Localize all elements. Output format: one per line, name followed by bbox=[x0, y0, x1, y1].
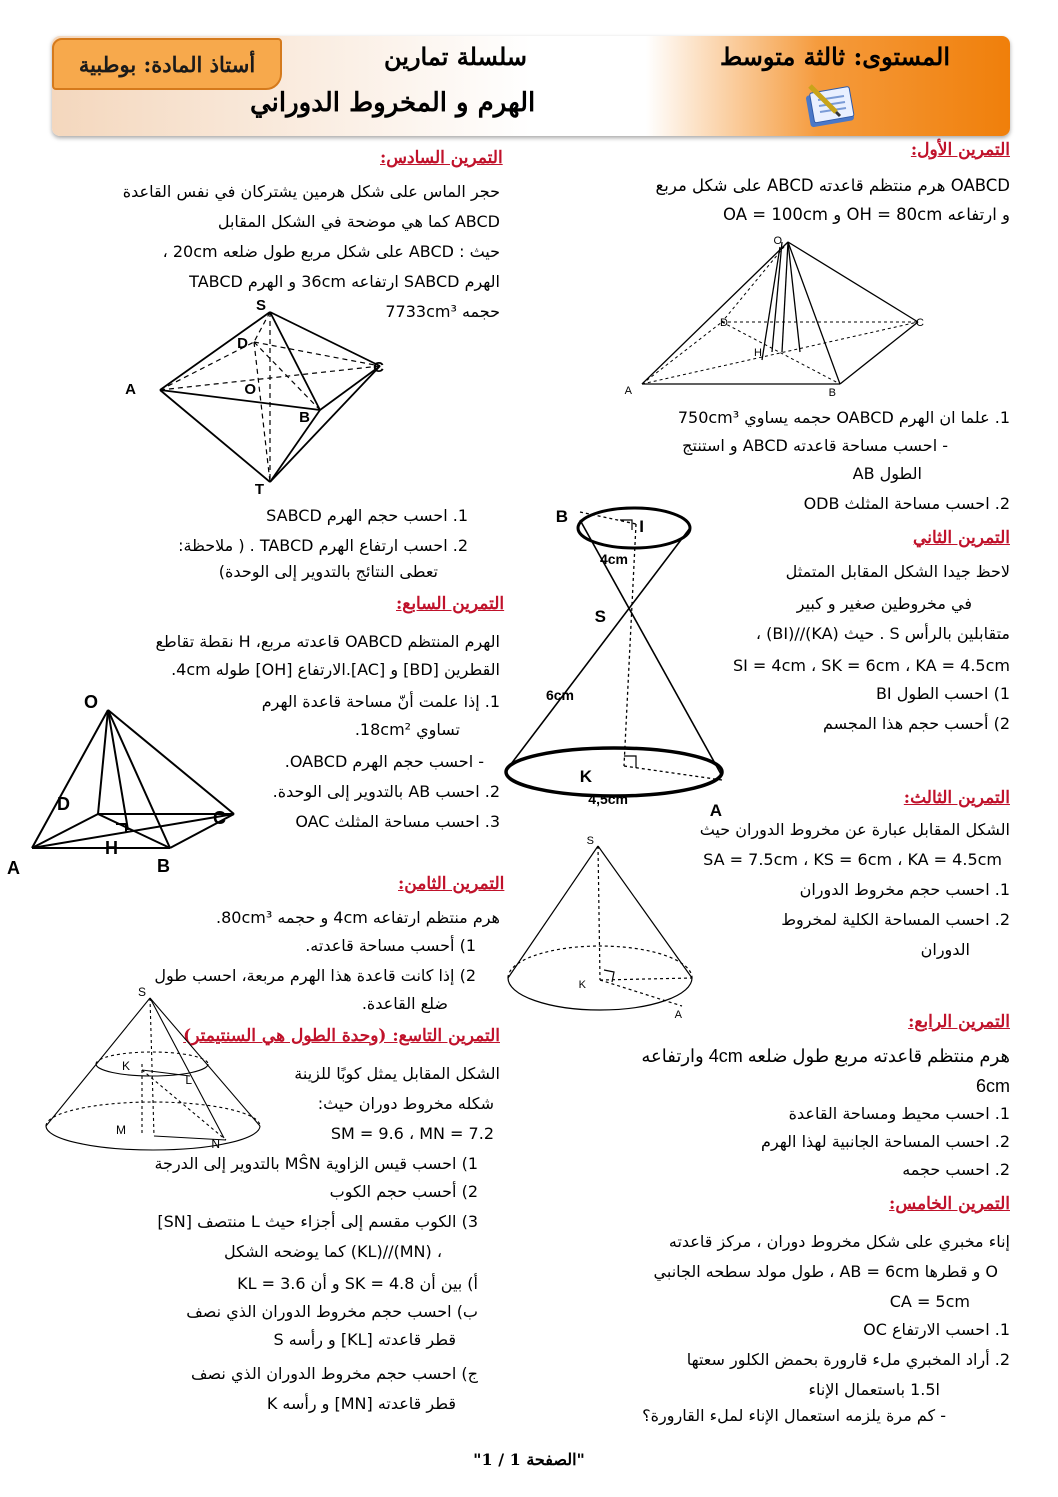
ex2-line4: SI = 4cm ، SK = 6cm ، KA = 4.5cm bbox=[732, 656, 1010, 675]
series-title: سلسلة تمارين bbox=[384, 42, 528, 71]
ex7-label-h: H bbox=[105, 838, 118, 858]
ex7-label-d: D bbox=[57, 794, 70, 814]
ex2-line3: متقابلين بالرأس S . حيث (KA)//(BI) ، bbox=[755, 624, 1010, 643]
ex4-q1: 1. احسب محيط ومساحة القاعدة bbox=[788, 1104, 1010, 1123]
ex7-line1: الهرم المنتظم OABCD قاعدته مربع، H نقطة تقاطع bbox=[155, 632, 500, 651]
ex4-q2: 2. احسب المساحة الجانبية لهذا الهرم bbox=[761, 1132, 1010, 1151]
ex2-label-s: S bbox=[594, 607, 606, 626]
ex2-label-k: K bbox=[579, 767, 592, 786]
ex2-label-45cm: 4,5cm bbox=[588, 791, 628, 807]
ex6-line4: الهرم SABCD ارتفاعه 36cm و الهرم TABCD bbox=[189, 272, 500, 291]
ex6-line3: حيث : ABCD على شكل مربع طول ضلعه 20cm ، bbox=[162, 242, 500, 261]
ex2-label-b: B bbox=[555, 507, 568, 526]
ex8-q1: 1) أحسب مساحة قاعدته. bbox=[305, 936, 476, 955]
notepad-pencil-icon bbox=[800, 82, 860, 128]
ex1-label-h: H bbox=[754, 347, 762, 359]
ex4-q3: 2. احسب حجمه bbox=[902, 1160, 1010, 1179]
ex5-title: التمرين الخامس: bbox=[889, 1194, 1010, 1214]
ex9-line2: شكله مخروط دوران حيث: bbox=[317, 1094, 494, 1113]
ex7-label-b: B bbox=[157, 856, 170, 876]
ex2-line1: لاحظ جيدا الشكل المقابل المتمثل bbox=[785, 562, 1010, 581]
ex7-label-c: C bbox=[213, 808, 226, 828]
ex6-q1: 1. احسب حجم الهرم SABCD bbox=[266, 506, 468, 525]
ex7-q1b: تساوي 18cm². bbox=[354, 720, 460, 739]
ex1-q1b: الطول AB bbox=[852, 464, 922, 483]
ex6-title: التمرين السادس: bbox=[380, 148, 503, 168]
ex1-q2: 2. احسب مساحة المثلث ODB bbox=[803, 494, 1010, 513]
ex9-qc: ج) احسب حجم مخروط الدوران الذي نصف bbox=[190, 1364, 478, 1383]
ex2-label-i: I bbox=[639, 517, 644, 536]
ex4-line2: 6cm bbox=[975, 1076, 1010, 1096]
ex3-label-a: A bbox=[674, 1009, 682, 1021]
ex9-label-s: S bbox=[137, 985, 146, 999]
ex7-title: التمرين السابع: bbox=[396, 594, 505, 614]
ex2-label-a: A bbox=[709, 801, 722, 820]
ex9-line1: الشكل المقابل يمثل كوبًا للزينة bbox=[294, 1064, 500, 1083]
ex3-q2: 2. احسب المساحة الكلية لمخروط bbox=[781, 910, 1010, 929]
ex7-line2: القطرين [BD] و [AC].الارتفاع [OH] طوله 4cm. bbox=[171, 660, 500, 679]
ex6-label-d: D bbox=[237, 335, 248, 352]
ex3-line1: الشكل المقابل عبارة عن مخروط الدوران حيث bbox=[699, 820, 1010, 839]
ex5-line2: O و قطرها AB = 6cm ، طول مولد سطحه الجانبي bbox=[653, 1262, 998, 1281]
teacher-badge: أستاذ المادة: بوطبية bbox=[52, 38, 282, 90]
ex1-q1: 1. علما ان الهرم OABCD حجمه يساوي 750cm³ bbox=[677, 408, 1010, 427]
ex5-q3: - كم مرة يلزمه استعمال الإناء لملء القارورة؟ bbox=[642, 1406, 946, 1425]
ex9-cone-cup-figure bbox=[38, 986, 268, 1150]
ex9-line3: SM = 9.6 ، MN = 7.2 bbox=[330, 1124, 494, 1143]
ex2-q2: 2) أحسب حجم هذا المجسم bbox=[822, 714, 1010, 733]
ex6-label-s: S bbox=[255, 297, 266, 314]
ex1-label-o: O bbox=[773, 235, 782, 247]
ex6-label-a: A bbox=[125, 381, 136, 398]
ex5-q2: 2. أراد المخبري ملء قارورة بحمض الكلور سعتها bbox=[686, 1350, 1010, 1369]
ex1-pyramid-figure bbox=[622, 232, 944, 400]
ex6-line2: ABCD كما هي موضحة في الشكل المقابل bbox=[217, 212, 500, 231]
ex9-label-l: L bbox=[185, 1073, 192, 1087]
ex3-cone-figure bbox=[502, 832, 712, 1024]
ex6-q2b: تعطى النتائج بالتدوير إلى الوحدة) bbox=[218, 562, 438, 581]
ex9-q3b: ، (MN)//(KL) كما يوضحه الشكل bbox=[224, 1242, 442, 1261]
ex2-label-6cm: 6cm bbox=[545, 687, 574, 703]
ex8-q2b: ضلع القاعدة. bbox=[361, 994, 448, 1013]
ex9-label-n: N bbox=[211, 1137, 220, 1151]
ex3-q1: 1. احسب حجم مخروط الدوران bbox=[799, 880, 1010, 899]
ex9-label-m: M bbox=[116, 1123, 126, 1137]
topic-title: الهرم و المخروط الدوراني bbox=[250, 88, 536, 118]
ex9-label-k: K bbox=[121, 1059, 130, 1073]
ex5-line3: CA = 5cm bbox=[889, 1292, 970, 1311]
ex1-line2: و ارتفاعه OH = 80cm و OA = 100cm bbox=[723, 205, 1010, 224]
ex7-pyramid-figure bbox=[7, 690, 254, 882]
ex6-q2: 2. احسب ارتفاع الهرم TABCD . ( ملاحظة: bbox=[178, 536, 468, 555]
header-banner bbox=[52, 36, 1010, 136]
ex2-double-cone-figure bbox=[500, 498, 750, 818]
ex1-label-c: C bbox=[916, 317, 924, 329]
ex2-line2: في مخروطين صغير و كبير bbox=[796, 594, 972, 613]
ex6-line1: حجر الماس على شكل هرمين يشتركان في نفس القاعدة bbox=[122, 182, 500, 201]
ex2-title: التمرين الثاني bbox=[913, 528, 1010, 548]
ex9-q1: 1) احسب قيس الزاوية MŜN بالتدوير إلى الدرجة bbox=[154, 1154, 478, 1173]
ex7-q2: 2. احسب AB بالتدوير إلى الوحدة. bbox=[272, 782, 500, 801]
ex2-q1: 1) احسب الطول BI bbox=[875, 684, 1010, 703]
ex1-label-b: B bbox=[828, 387, 836, 399]
ex9-qb: ب) احسب حجم مخروط الدوران الذي نصف bbox=[186, 1302, 478, 1321]
ex6-label-c: C bbox=[373, 359, 384, 376]
ex8-line1: هرم منتظم ارتفاعه 4cm و حجمه 80cm³. bbox=[216, 908, 500, 927]
ex6-line5: حجمه 7733cm³ bbox=[385, 302, 500, 321]
ex6-label-t: T bbox=[254, 481, 264, 498]
ex9-q3: 3) الكوب مقسم إلى أجزاء حيث L منتصف [SN] bbox=[157, 1212, 478, 1231]
ex8-q2: 2) إذا كانت قاعدة هذا الهرم مربعة، احسب طول bbox=[154, 966, 476, 985]
ex9-q2: 2) أحسب حجم الكوب bbox=[329, 1182, 478, 1201]
ex9-qa: أ) بين أن SK = 4.8 و أن KL = 3.6 bbox=[237, 1274, 478, 1293]
ex7-q1: 1. إذا علمت أنّ مساحة قاعدة الهرم bbox=[261, 692, 500, 711]
ex6-label-o: O bbox=[244, 381, 256, 398]
ex6-diamond-figure bbox=[125, 296, 410, 498]
page-footer: "الصفحة 1 / 1" bbox=[473, 1450, 585, 1469]
ex7-label-a: A bbox=[7, 858, 20, 878]
ex3-line2: SA = 7.5cm ، KS = 6cm ، KA = 4.5cm bbox=[703, 850, 1002, 869]
ex9-qc2: قطر قاعدته [MN] و رأسه K bbox=[266, 1394, 456, 1413]
level-label: المستوى: ثالثة متوسط bbox=[719, 42, 950, 71]
ex7-q3: 3. احسب مساحة المثلث OAC bbox=[295, 812, 500, 831]
ex1-label-d: D bbox=[720, 317, 728, 329]
ex5-q1: 1. احسب الارتفاع OC bbox=[863, 1320, 1010, 1339]
ex8-title: التمرين الثامن: bbox=[398, 874, 505, 894]
ex1-q1a: - احسب مساحة قاعدته ABCD و استنتج bbox=[682, 436, 948, 455]
ex9-qb2: قطر قاعدته [KL] و رأسه S bbox=[273, 1330, 456, 1349]
ex3-label-k: K bbox=[578, 979, 586, 991]
ex4-line1: هرم منتظم قاعدته مربع طول ضلعه 4cm وارتفاعه bbox=[641, 1046, 1010, 1066]
ex3-label-s: S bbox=[586, 835, 594, 847]
ex7-label-o: O bbox=[83, 692, 98, 712]
ex1-title: التمرين الأول: bbox=[910, 140, 1010, 160]
ex9-title: التمرين التاسع: (وحدة الطول هي السنتيمتر) bbox=[183, 1026, 500, 1046]
ex2-label-4cm: 4cm bbox=[599, 551, 628, 567]
ex5-line1: إناء مخبري على شكل مخروط دوران ، مركز قاعدته bbox=[668, 1232, 1010, 1251]
ex6-label-b: B bbox=[299, 409, 310, 426]
ex4-title: التمرين الرابع: bbox=[908, 1012, 1010, 1032]
ex7-q1c: - احسب حجم الهرم OABCD. bbox=[284, 752, 484, 771]
ex3-q2b: الدوران bbox=[920, 940, 970, 959]
ex1-line1: OABCD هرم منتظم قاعدته ABCD على شكل مربع bbox=[655, 176, 1010, 195]
ex3-title: التمرين الثالث: bbox=[903, 788, 1010, 808]
ex1-label-a: A bbox=[624, 385, 632, 397]
ex5-q2b: 1.5l باستعمال الإناء bbox=[808, 1380, 940, 1399]
